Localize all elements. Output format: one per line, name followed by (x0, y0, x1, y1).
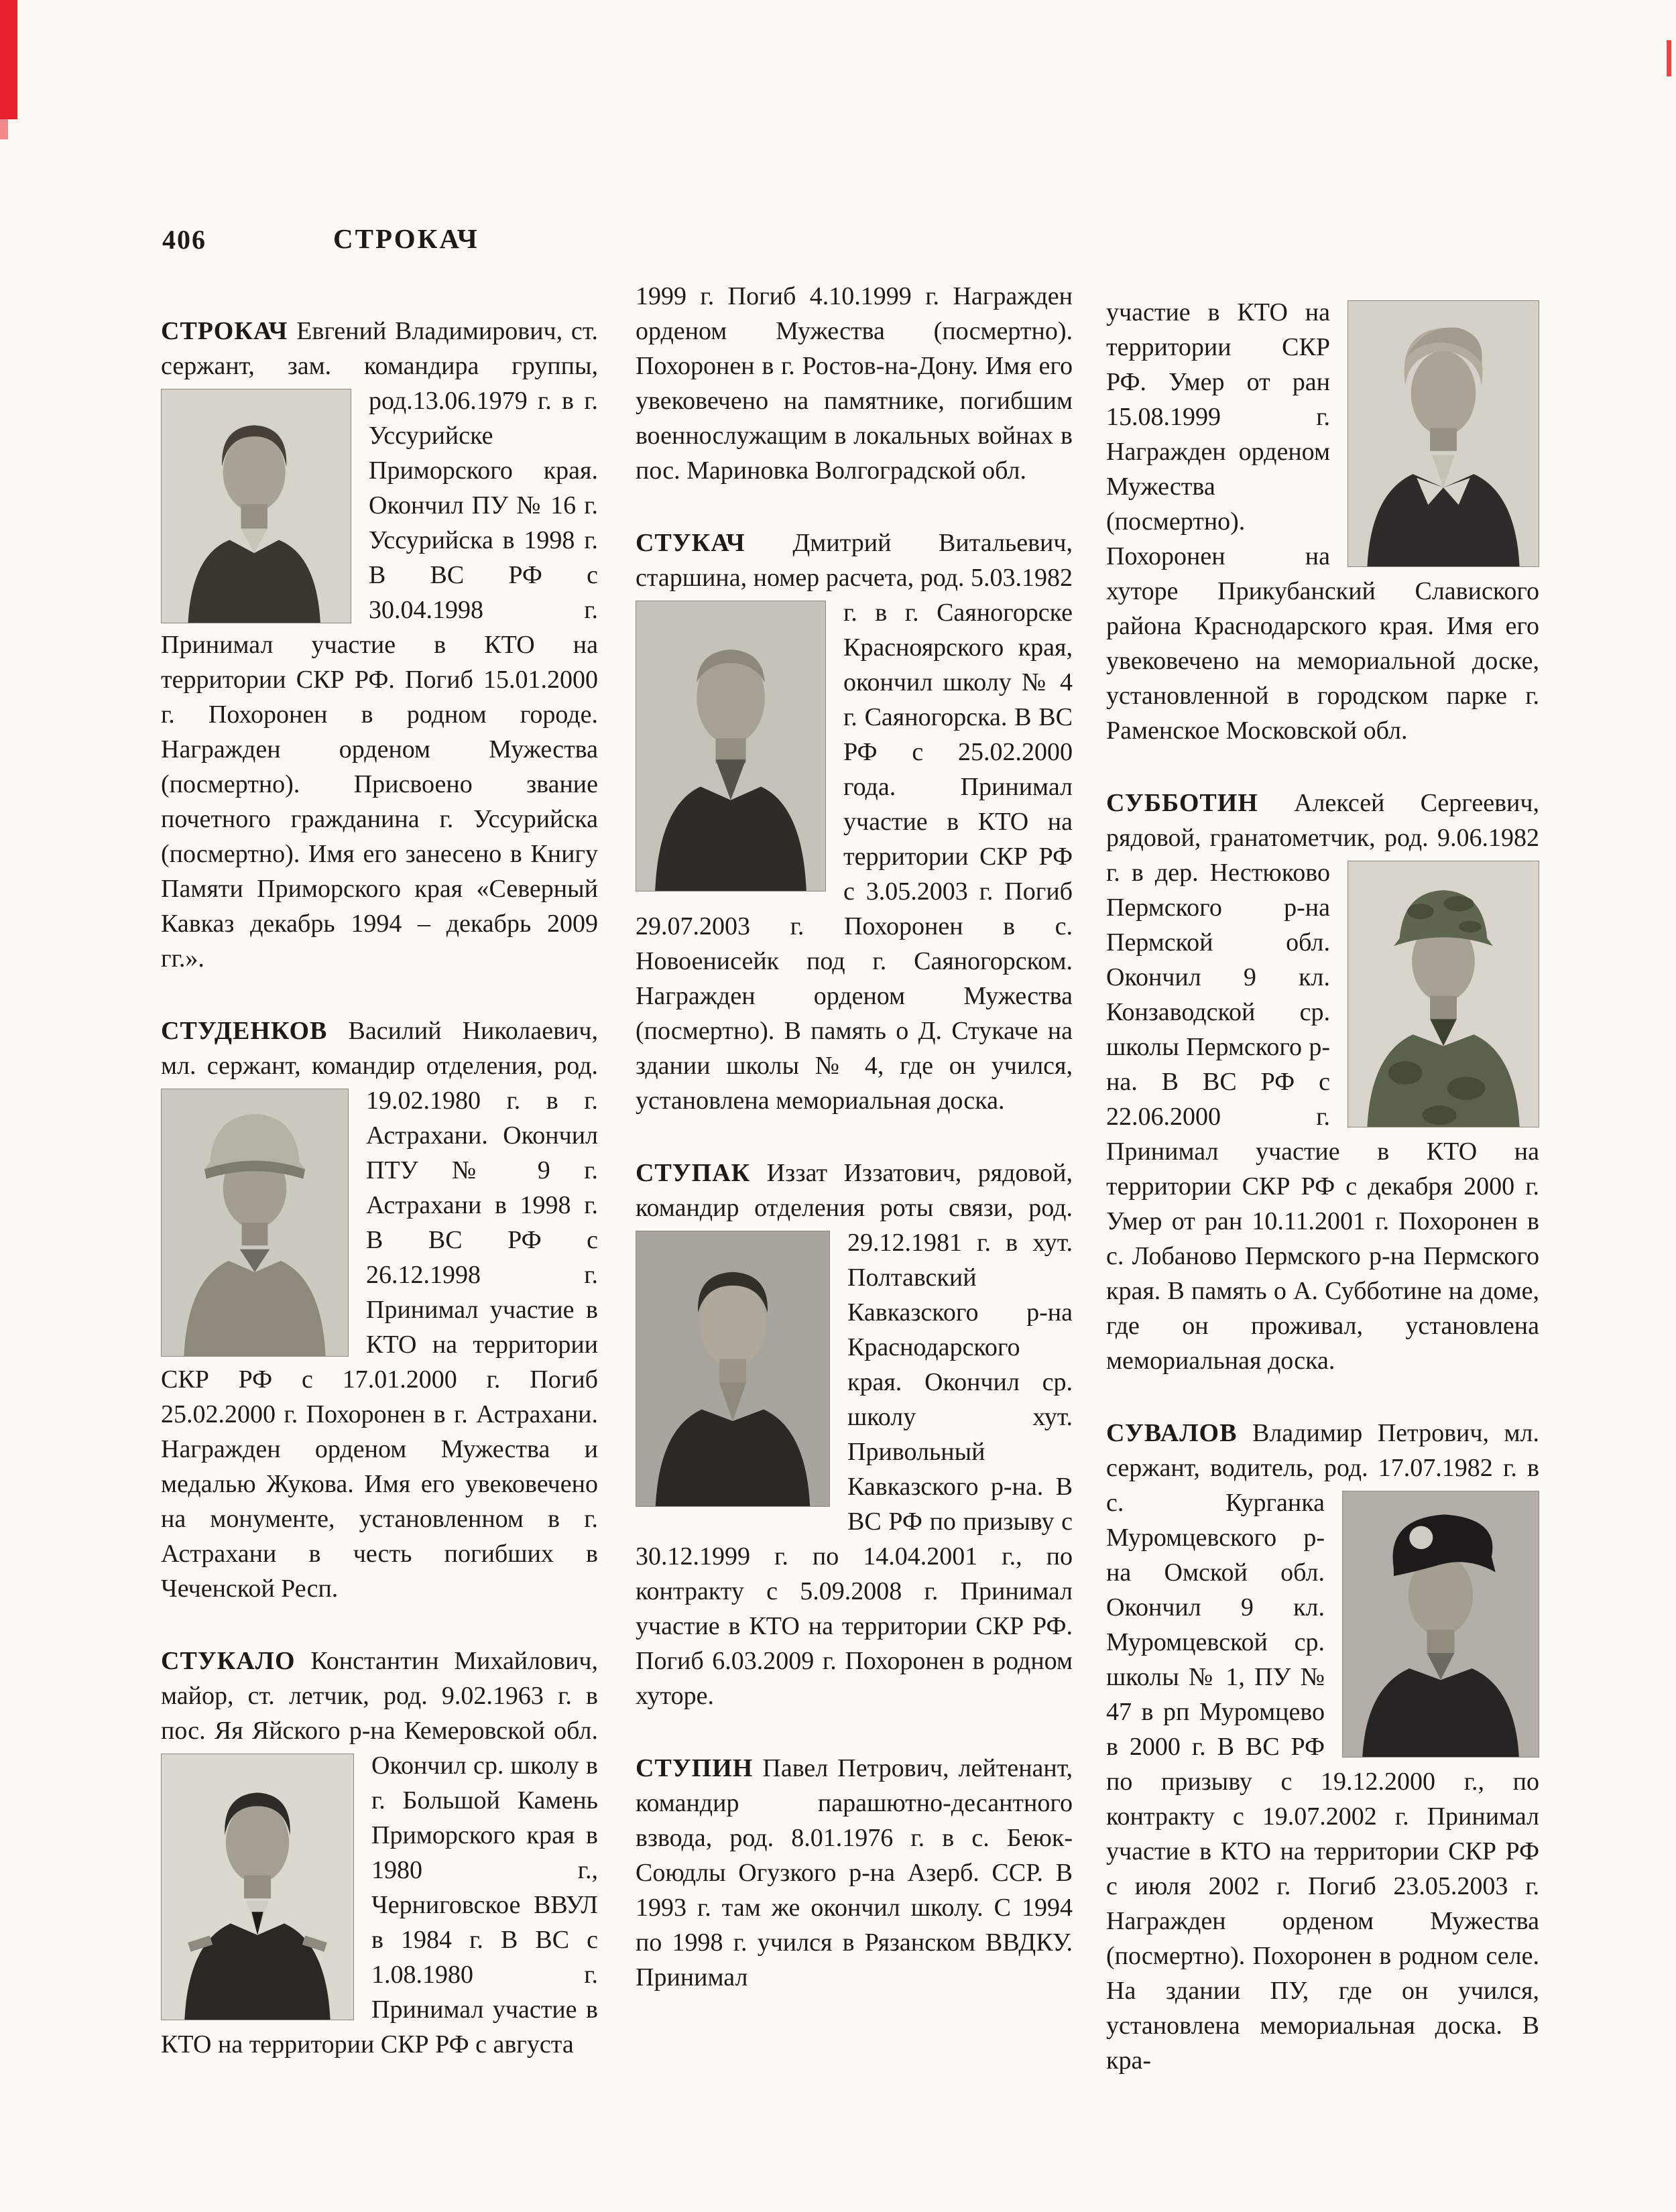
entry-stupak-body: связи, род. 29.12.1981 г. в хут. Полтавский Кавказского р-на Краснодарского края. Окончил ср. школу хут. Привольный Кавказского р-на. В ВС РФ по призыву с 30.12.1999 г. по 14.04.2001 г., по контракту с 5.09.2008 г. Принимал участие в КТО на территории СКР РФ. Погиб 6.03.2009 г. Похоронен в родном хуторе. (636, 1194, 1073, 1710)
entry-subbotin-body: 9.06.1982 г. в дер. Нестюково Пермского р-на Пермской обл. Окончил 9 кл. Конзаводской ср. школы Пермского р-на. В ВС РФ с 22.06.2000 г. Принимал участие в КТО на территории СКР РФ с декабря 2000 г. Умер от ран 10.11.2001 г. Похоронен в с. Лобаново Пермского р-на Пермского края. В память о А. Субботине на доме, где он проживал, установлена мемориальная доска. (1106, 824, 1539, 1375)
entry-strokach (161, 314, 598, 976)
entry-stukach (636, 526, 1073, 1118)
entry-studenkov-body: отделения, род. 19.02.1980 г. в г. Астрахани. Окончил ПТУ № 9 г. Астрахани в 1998 г. В ВС РФ с 26.12.1998 г. Принимал участие в КТО на территории СКР РФ с 17.01.2000 г. Погиб 25.02.2000 г. Похоронен в г. Астрахани. Награжден орденом Мужества и медалью Жукова. Имя его увековечено на монументе, установленном в г. Астрахани в честь погибших в Чеченской Респ. (161, 1052, 598, 1603)
entry-strokach-surname: СТРОКАЧ (161, 317, 288, 345)
column-right (1106, 295, 1539, 2165)
entry-suvalov-surname: СУВАЛОВ (1106, 1419, 1238, 1447)
entry-studenkov (161, 1013, 598, 1606)
column-left (161, 314, 598, 2150)
scan-edge-artifact (0, 119, 8, 139)
entry-subbotin-surname: СУББОТИН (1106, 789, 1258, 817)
running-header: СТРОКАЧ (333, 223, 479, 254)
entry-studenkov-head: Василий Николаевич, мл. сержант, командир (161, 1017, 598, 1080)
entry-stukach-head: Дмитрий Витальевич, старшина, номер расчета, род. (636, 529, 1073, 592)
entry-stupin-surname: СТУПИН (636, 1754, 754, 1782)
entry-suvalov-body: в с. Курганка Муромцевского р-на Омской обл. Окончил 9 кл. Муромцевской ср. школы № 1, ПУ № 47 в рп Муромцево в 2000 г. В ВС РФ по призыву с 19.12.2000 г., по контракту с 19.07.2002 г. Принимал участие в КТО на территории СКР РФ с июля 2002 г. Погиб 23.05.2003 г. Награжден орденом Мужества (посмертно). Похоронен в родном селе. На здании ПУ, где он учился, установлена мемориальная доска. В кра- (1106, 1454, 1539, 2075)
portrait-subbotin-photo (1348, 861, 1539, 1127)
entry-stupin-continuation-text: участие в КТО на территории СКР РФ. Умер от ран 15.08.1999 г. Награжден орденом Мужества (посмертно). Похоронен на хуторе Прикубанский Славиского района Краснодарского края. Имя его увековечено на мемориальной доске, установленной в городском парке г. Раменское Московской обл. (1106, 298, 1539, 745)
entry-stukalo-head: Константин Михайлович, майор, ст. летчик, род. 9.02.1963 г. в пос. Яя Яйского р-на Кемеровской обл. Окончил ср. школу (161, 1647, 598, 1780)
portrait-stukach-photo (636, 601, 826, 892)
entry-stukalo (161, 1644, 598, 2062)
entry-studenkov-surname: СТУДЕНКОВ (161, 1017, 328, 1045)
portrait-studenkov-photo (161, 1089, 349, 1357)
entry-stupak-head: Иззат Иззатович, рядовой, командир отделения роты (636, 1159, 1073, 1222)
entry-subbotin (1106, 786, 1539, 1378)
entry-stukalo-continuation (636, 279, 1073, 488)
portrait-stukalo-photo (161, 1754, 354, 2020)
entry-suvalov (1106, 1416, 1539, 2078)
entry-stupin (636, 1751, 1073, 1995)
entry-strokach-head: Евгений Владимирович, ст. сержант, зам. командира группы, (161, 317, 598, 380)
entry-subbotin-head: Алексей Сергеевич, рядовой, гранатометчик, род. (1106, 789, 1540, 852)
page-number: 406 (162, 225, 206, 255)
entry-stukach-surname: СТУКАЧ (636, 529, 745, 557)
entry-stupak-surname: СТУПАК (636, 1159, 751, 1187)
scan-edge-artifact (0, 0, 17, 119)
portrait-stupak-photo (636, 1231, 830, 1507)
entry-suvalov-head: Владимир Петрович, мл. сержант, водитель, род. 17.07.1982 г. (1106, 1419, 1539, 1482)
scan-edge-artifact (1667, 40, 1671, 76)
portrait-stupin-photo (1348, 300, 1539, 567)
entry-stukach-body: 5.03.1982 г. в г. Саяногорске Красноярского края, окончил школу № 4 г. Саяногорска. В ВС РФ с 25.02.2000 года. Принимал участие в КТО на территории СКР РФ с 3.05.2003 г. Погиб 29.07.2003 г. Похоронен в с. Новоенисейк под г. Саяногорском. Награжден орденом Мужества (посмертно). В память о Д. Стукаче на здании школы № 4, где он учился, установлена мемориальная доска. (636, 564, 1073, 1115)
entry-stupin-head: Павел Петрович, лейтенант, командир парашютно-десантного взвода, род. 8.01.1976 г. в с. Беюк-Союдлы Огузкого р-на Азерб. ССР. В 1993 г. там же окончил школу. С 1994 по 1998 г. учился в Рязанском ВВДКУ. Принимал (636, 1754, 1073, 1991)
portrait-strokach-photo (161, 389, 351, 623)
entry-stukalo-body: в г. Большой Камень Приморского края в 1980 г., Черниговское ВВУЛ в 1984 г. В ВС с 1.08.1980 г. Принимал участие в КТО на территории СКР РФ с августа (161, 1752, 598, 2059)
column-middle (636, 279, 1073, 2162)
entry-stukalo-surname: СТУКАЛО (161, 1647, 296, 1675)
entry-strokach-body: род.13.06.1979 г. в г. Уссурийске Приморского края. Окончил ПУ № 16 г. Уссурийска в 1998 г. В ВС РФ с 30.04.1998 г. Принимал участие в КТО на территории СКР РФ. Погиб 15.01.2000 г. Похоронен в родном городе. Награжден орденом Мужества (посмертно). Присвоено звание почетного гражданина г. Уссурийска (посмертно). Имя его занесено в Книгу Памяти Приморского края «Северный Кавказ декабрь 1994 – декабрь 2009 гг.». (161, 387, 598, 973)
entry-stupak (636, 1156, 1073, 1713)
entry-stupin-continuation (1106, 295, 1539, 748)
entry-stukalo-continuation-text: 1999 г. Погиб 4.10.1999 г. Награжден орденом Мужества (посмертно). Похоронен в г. Ростов-на-Дону. Имя его увековечено на памятнике, погибшим военнослужащим в локальных войнах в пос. Мариновка Волгоградской обл. (636, 282, 1073, 485)
portrait-suvalov-photo (1342, 1491, 1539, 1758)
